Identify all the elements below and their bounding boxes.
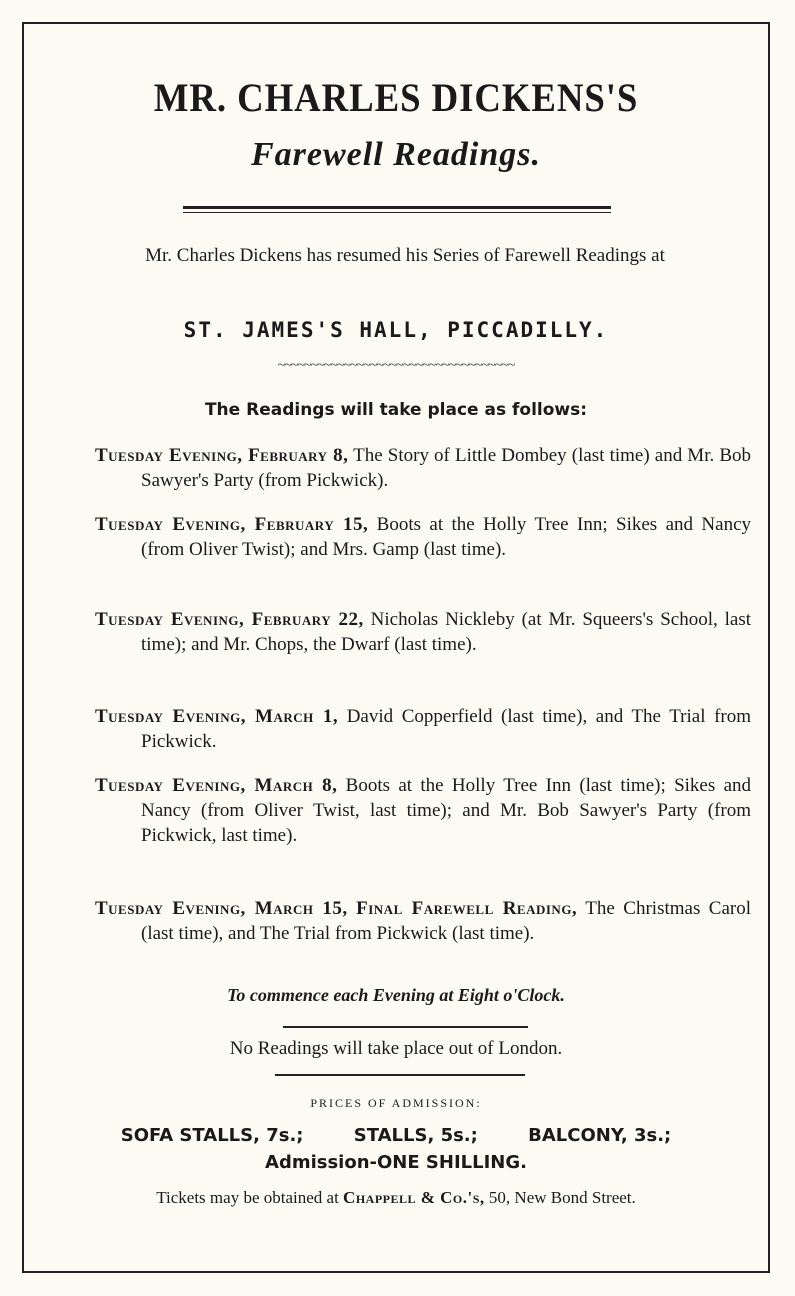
double-rule-top (183, 206, 611, 209)
schedule-entry (95, 773, 751, 848)
entry-text: The Story of Little Dombey (last time) and Mr. Bob Sawyer's Party (from Pickwick). (141, 445, 751, 491)
entry-text: Boots at the Holly Tree Inn; Sikes and Nancy (from Oliver Twist); and Mrs. Gamp (last time). (141, 514, 752, 560)
entry-date: Tuesday Evening, February 8, (95, 445, 349, 466)
schedule-entry (95, 607, 751, 657)
price-stalls: STALLS, 5s.; (353, 1125, 478, 1146)
venue-name: ST. JAMES'S HALL, PICCADILLY. (183, 318, 609, 342)
tickets-vendor: Chappell & Co.'s, (343, 1188, 485, 1207)
prices-row (22, 1125, 770, 1146)
double-rule-bottom (183, 212, 611, 213)
london-notice: No Readings will take place out of London. (229, 1038, 563, 1059)
tickets-prefix: Tickets may be obtained at (156, 1188, 339, 1207)
divider-rule (283, 1026, 528, 1028)
entry-date: Tuesday Evening, February 15, (95, 514, 369, 535)
entry-date: Tuesday Evening, March 15, (95, 898, 348, 919)
entry-text: The Christmas Carol (last time), and The Trial from Pickwick (last time). (141, 898, 752, 944)
tickets-info (22, 1188, 770, 1208)
entry-text: Boots at the Holly Tree Inn (last time); Sikes and Nancy (from Oliver Twist, last time); and Mr. Bob Sawyer's Party (from Pickwick, last time). (141, 775, 752, 846)
entry-final-label: Final Farewell Reading, (356, 898, 578, 919)
price-balcony: BALCONY, 3s.; (528, 1125, 672, 1146)
schedule-entry (95, 896, 751, 946)
divider-rule (275, 1074, 525, 1076)
price-admission: Admission-ONE SHILLING. (265, 1152, 527, 1173)
entry-text: Nicholas Nickleby (at Mr. Squeers's School, last time); and Mr. Chops, the Dwarf (last time). (141, 609, 752, 655)
commence-note: To commence each Evening at Eight o'Clock. (227, 985, 565, 1005)
tickets-address: 50, New Bond Street. (488, 1188, 636, 1207)
price-sofa-stalls: SOFA STALLS, 7s.; (120, 1125, 304, 1146)
entry-text: David Copperfield (last time), and The Trial from Pickwick. (141, 706, 752, 752)
schedule-heading: The Readings will take place as follows: (204, 400, 588, 420)
entry-date: Tuesday Evening, February 22, (95, 609, 364, 630)
entry-date: Tuesday Evening, March 8, (95, 775, 338, 796)
page-title: MR. CHARLES DICKENS'S (153, 75, 639, 120)
prices-heading: PRICES OF ADMISSION: (310, 1096, 482, 1110)
intro-text: Mr. Charles Dickens has resumed his Series of Farewell Readings at (145, 245, 665, 266)
page-subtitle: Farewell Readings. (250, 136, 542, 173)
ornamental-divider: ~~~~~~~~~~~~~~~~~~~~~~~~~~~~~~~~~~~~ (277, 358, 515, 373)
entry-date: Tuesday Evening, March 1, (95, 706, 339, 727)
schedule-entry (95, 704, 751, 754)
schedule-entry (95, 443, 751, 493)
schedule-entry (95, 512, 751, 562)
